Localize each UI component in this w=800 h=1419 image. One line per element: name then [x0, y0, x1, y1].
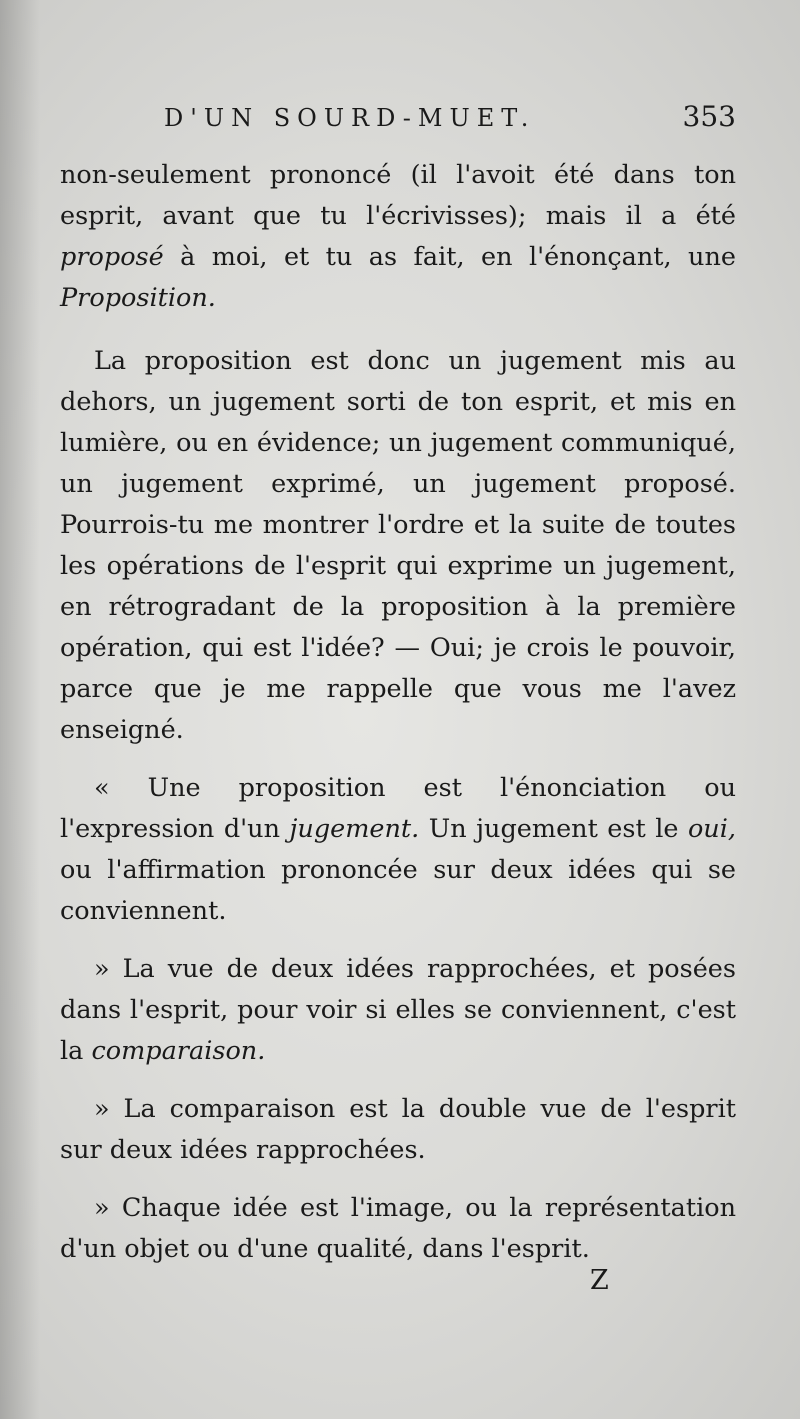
paragraph: [60, 341, 736, 751]
body-text: [60, 155, 736, 1287]
text-run: » La vue de deux idées rapprochées, et posées dans l'esprit, pour voir si elles se conviennent, c'est la: [60, 954, 736, 1066]
text-run: « Une proposition est l'énonciation ou l'expression d'un: [60, 773, 736, 844]
italic-text: proposé: [60, 242, 164, 272]
italic-text: oui,: [687, 814, 736, 844]
running-head: D'UN SOURD-MUET.: [164, 104, 536, 132]
text-run: ou l'affirmation prononcée sur deux idées qui se conviennent.: [60, 855, 736, 926]
text-run: La proposition est donc un jugement mis au dehors, un jugement sorti de ton esprit, et mis en lumière, ou en évidence; un jugement communiqué, un jugement exprimé, un jugement proposé. Pourrois-tu me montrer l'ordre et la suite de toutes les opérations de l'esprit qui exprime un jugement, en rétrogradant de la proposition à la première opération, qui est l'idée? — Oui; je crois le pouvoir, parce que je me rappelle que vous me l'avez enseigné.: [60, 346, 736, 745]
italic-text: Proposition.: [60, 283, 216, 313]
paragraph: [60, 1188, 736, 1270]
text-run: Un jugement est le: [419, 814, 688, 844]
signature-mark: Z: [590, 1265, 609, 1296]
paragraph: [60, 1089, 736, 1171]
gutter-shadow: [0, 0, 40, 1419]
italic-text: comparaison.: [91, 1036, 266, 1066]
page-number: 353: [682, 100, 736, 133]
paragraph: [60, 155, 736, 319]
text-run: non-seulement prononcé (il l'avoit été dans ton esprit, avant que tu l'écrivisses); mais il a été: [60, 160, 736, 231]
text-run: » La comparaison est la double vue de l'esprit sur deux idées rapprochées.: [60, 1094, 736, 1165]
text-run: » Chaque idée est l'image, ou la représentation d'un objet ou d'une qualité, dans l'esprit.: [60, 1193, 736, 1264]
italic-text: jugement.: [289, 814, 420, 844]
paragraph: [60, 949, 736, 1072]
page-header: [60, 100, 736, 144]
text-run: à moi, et tu as fait, en l'énonçant, une: [163, 242, 736, 272]
paragraph: [60, 768, 736, 932]
